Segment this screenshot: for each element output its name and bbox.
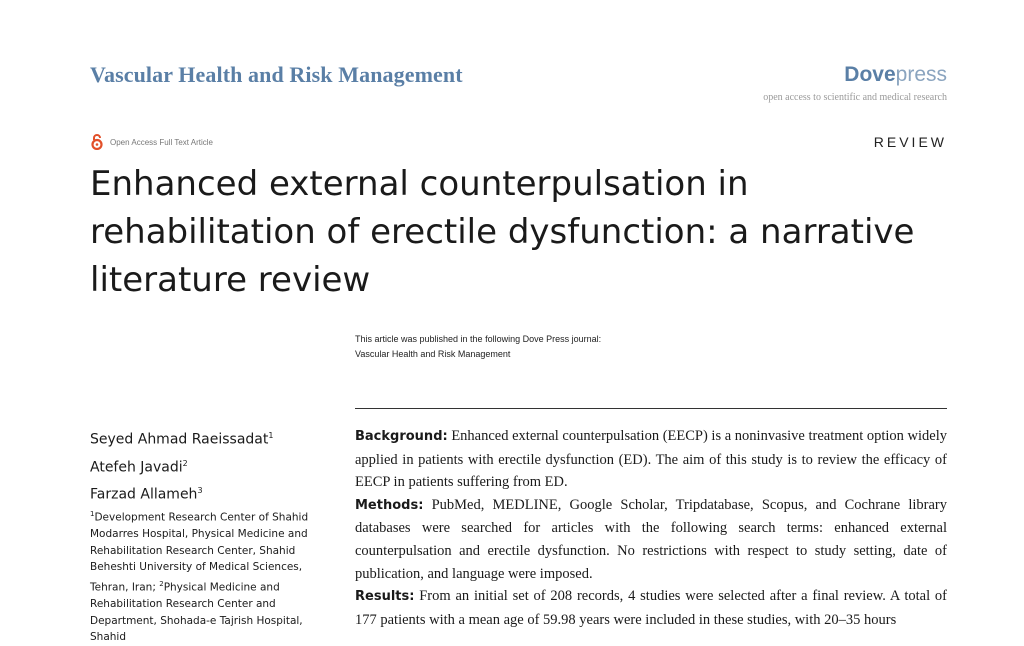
open-access-row — [90, 134, 213, 150]
abstract-divider — [355, 408, 947, 409]
author-name: Seyed Ahmad Raeissadat — [90, 431, 269, 448]
publisher-tagline: open access to scientific and medical research — [763, 92, 947, 103]
abstract-background-label: Background: — [355, 429, 448, 444]
author-affiliation-mark: 2 — [182, 458, 188, 468]
author-name: Farzad Allameh — [90, 486, 198, 503]
affiliation-mark: 2 — [159, 579, 164, 588]
open-access-label: Open Access Full Text Article — [110, 137, 214, 147]
abstract — [355, 425, 947, 631]
abstract-results-text: From an initial set of 208 records, 4 studies were selected after a final review. A total of 177 patients with a mean age of 59.98 years were included in these studies, with 20–35 hours — [355, 588, 947, 628]
affiliation-2: Physical Medicine and Rehabilitation Research Center and Department, Shohada-e Tajrish Hospital, Shahid — [90, 581, 303, 644]
publisher-logo — [763, 62, 947, 88]
affiliations — [90, 506, 330, 646]
open-access-lock-icon — [90, 134, 104, 150]
abstract-background — [355, 425, 947, 494]
affiliation-mark: 1 — [90, 510, 95, 518]
publication-note-line-1: This article was published in the following Dove Press journal: — [355, 334, 602, 344]
article-title: Enhanced external counterpulsation in rehabilitation of erectile dysfunction: a narrative literature review — [90, 164, 915, 300]
author — [90, 479, 273, 507]
abstract-results-label: Results: — [355, 589, 415, 605]
abstract-methods-text: PubMed, MEDLINE, Google Scholar, Tripdatabase, Scopus, and Cochrane library databases were searched for articles with the following search terms: enhanced external counterpulsation and erectile dysfunction. No restrictions with respect to study setting, date of publication, and language were imposed. — [355, 496, 947, 582]
abstract-methods-label: Methods: — [355, 497, 424, 513]
abstract-methods — [355, 494, 947, 585]
publisher-logo-press: press — [895, 63, 947, 86]
author-name: Atefeh Javadi — [90, 459, 183, 476]
affiliation-1: Development Research Center of Shahid Modarres Hospital, Physical Medicine and Rehabilitation Research Center, Shahid Beheshti University of Medical Sciences, Tehran, Iran; — [90, 511, 309, 594]
abstract-results — [355, 585, 947, 631]
author — [90, 452, 273, 480]
publication-note — [355, 332, 601, 362]
journal-title: Vascular Health and Risk Management — [90, 62, 463, 87]
author-affiliation-mark: 3 — [197, 486, 203, 496]
publisher-logo-dove: Dove — [844, 63, 896, 86]
abstract-background-text: Enhanced external counterpulsation (EECP) is a noninvasive treatment option widely applied in patients with erectile dysfunction (ED). The aim of this study is to review the efficacy of EECP in patients suffering from ED. — [355, 428, 948, 491]
author-affiliation-mark: 1 — [268, 431, 274, 440]
author-list — [90, 424, 273, 507]
publisher-block — [763, 62, 947, 103]
author — [90, 424, 273, 452]
publication-note-line-2: Vascular Health and Risk Management — [355, 349, 511, 359]
article-type: REVIEW — [873, 134, 947, 150]
